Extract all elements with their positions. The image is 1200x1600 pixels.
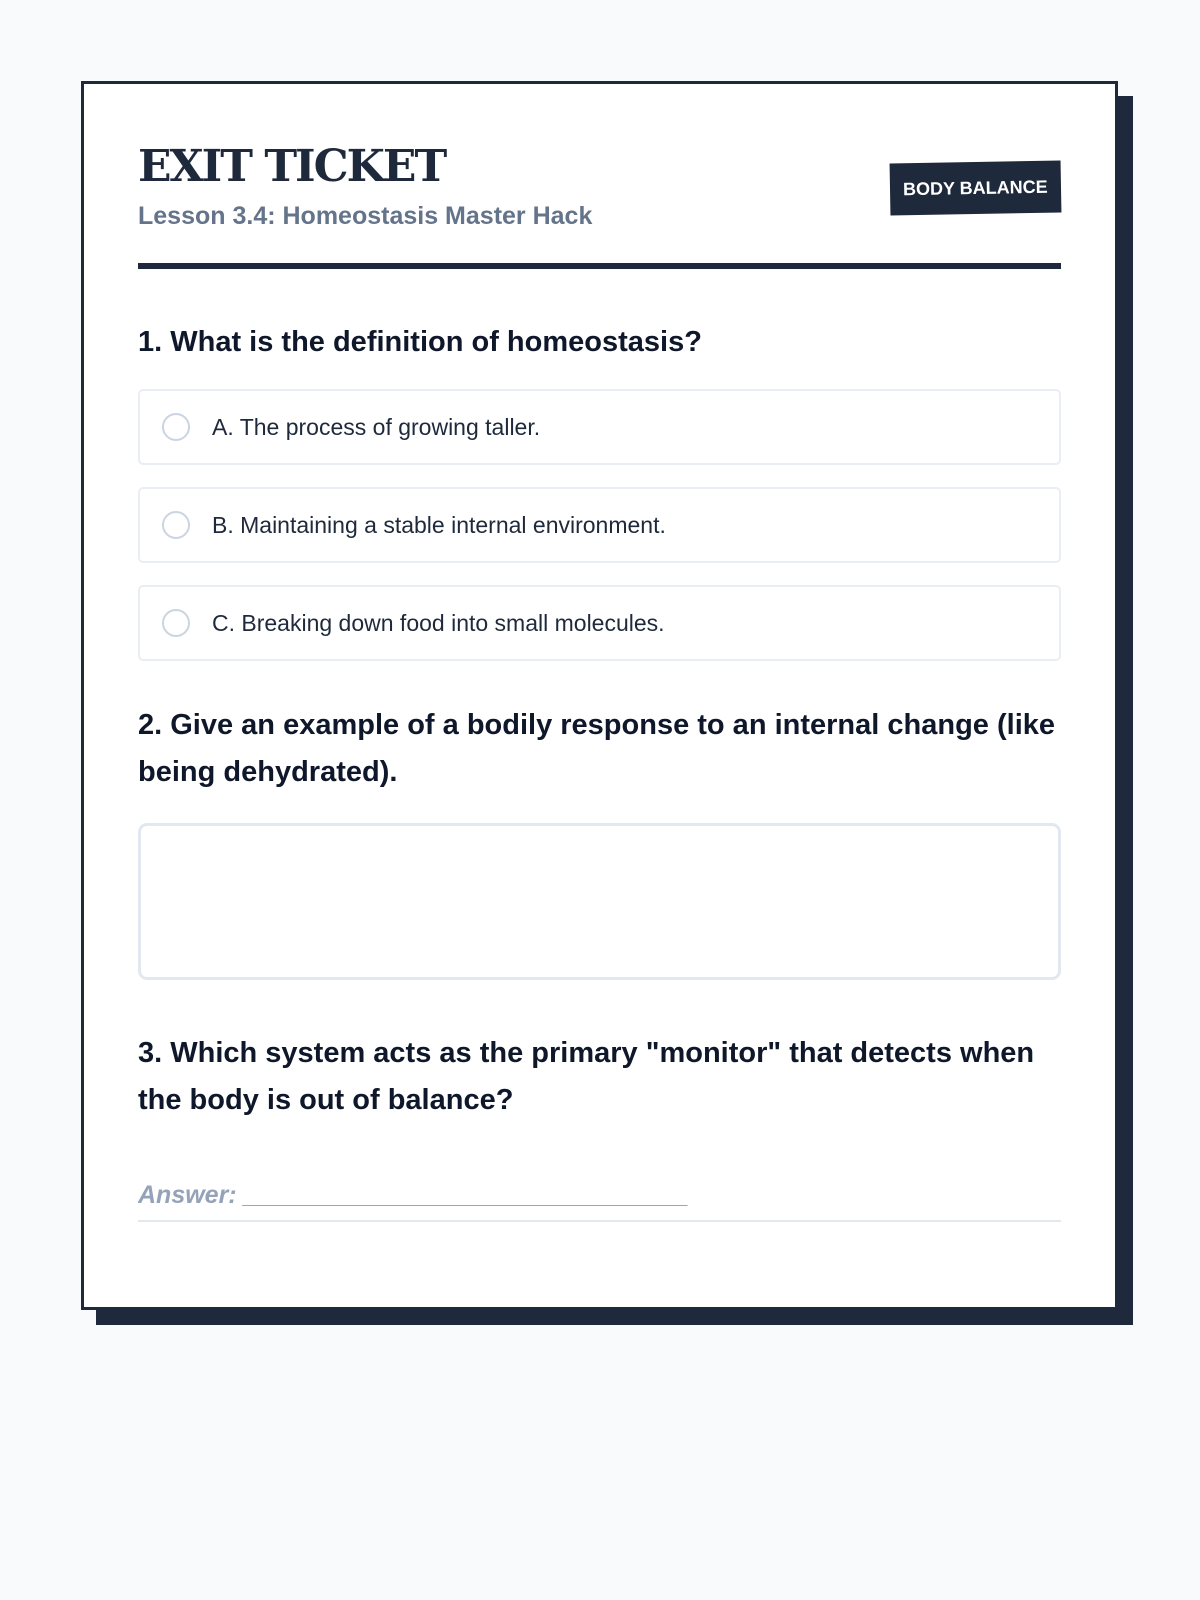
header-divider xyxy=(138,263,1061,269)
option-c[interactable] xyxy=(138,585,1061,661)
question-1-options xyxy=(138,389,1061,661)
question-2-answer-box[interactable] xyxy=(138,823,1061,980)
lesson-subtitle: Lesson 3.4: Homeostasis Master Hack xyxy=(138,202,593,230)
question-2-emphasis: internal xyxy=(774,709,880,741)
radio-button-icon[interactable] xyxy=(162,511,190,539)
question-2-text-end: change (like being dehydrated). xyxy=(138,709,1056,788)
topic-tag: BODY BALANCE xyxy=(890,161,1062,216)
option-b[interactable] xyxy=(138,487,1061,563)
radio-button-icon[interactable] xyxy=(162,609,190,637)
radio-button-icon[interactable] xyxy=(162,413,190,441)
option-a[interactable] xyxy=(138,389,1061,465)
question-3: 3. Which system acts as the primary "monitor" that detects when the body is out of balance? xyxy=(138,1037,1035,1116)
ticket-header xyxy=(138,84,1061,269)
option-a-label: A. The process of growing taller. xyxy=(212,413,541,440)
question-2 xyxy=(138,702,1061,796)
question-1: 1. What is the definition of homeostasis? xyxy=(138,326,702,358)
question-2-text-start: 2. Give an example of a bodily response to an xyxy=(138,709,775,741)
question-3-answer-field[interactable]: Answer: ________________________________ xyxy=(138,1174,1061,1222)
ticket-title: EXIT TICKET xyxy=(138,141,446,192)
exit-ticket-card xyxy=(81,81,1118,1310)
option-b-label: B. Maintaining a stable internal environment. xyxy=(212,511,666,538)
option-c-label: C. Breaking down food into small molecules. xyxy=(212,609,665,636)
